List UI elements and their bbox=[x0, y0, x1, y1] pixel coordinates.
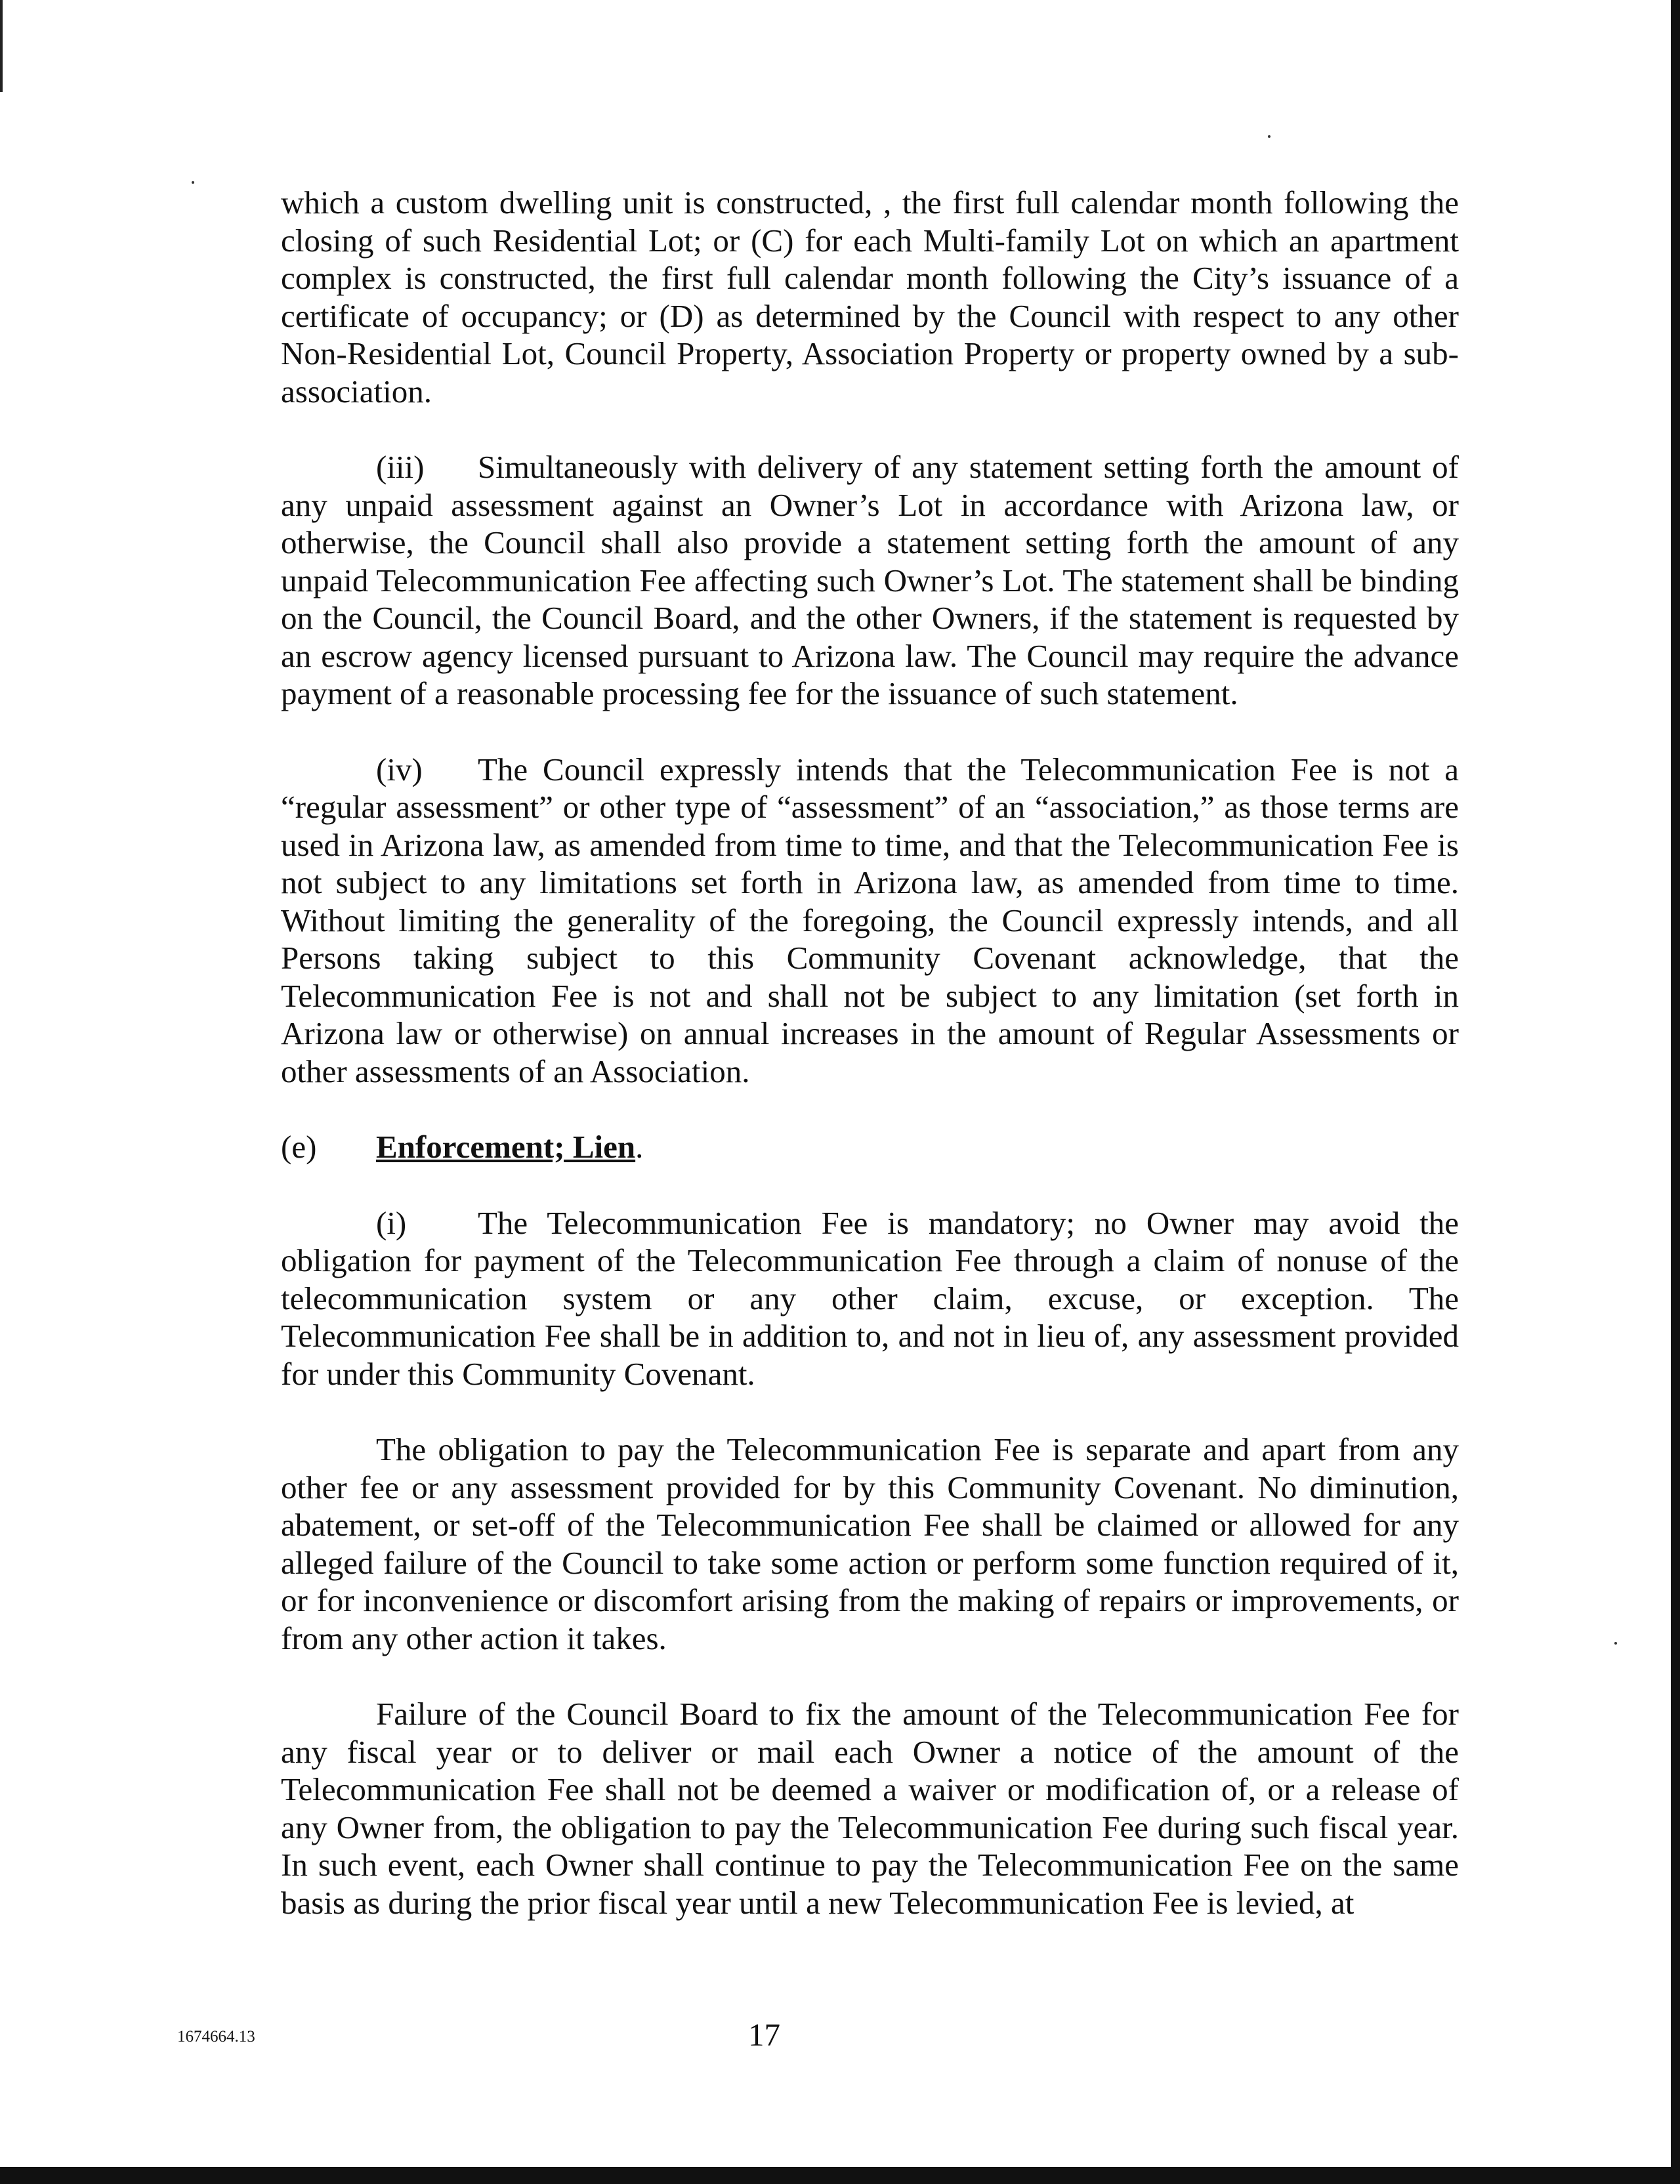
paragraph-continuation bbox=[281, 184, 1459, 410]
section-title-period: . bbox=[635, 1129, 644, 1165]
paragraph-obligation bbox=[281, 1431, 1459, 1657]
paragraph-failure bbox=[281, 1695, 1459, 1922]
paragraph-number: (i) bbox=[376, 1204, 407, 1241]
paragraph-text: Simultaneously with delivery of any statement setting forth the amount of any unpaid assessment against an Owner’s Lot in accordance with Arizona law, or otherwise, the Council shall also provide a statement setting forth the amount of any unpaid Telecommunication Fee affecting such Owner’s Lot. The statement shall be binding on the Council, the Council Board, and the other Owners, if the statement is requested by an escrow agency licensed pursuant to Arizona law. The Council may require the advance payment of a reasonable processing fee for the issuance of such statement. bbox=[281, 449, 1459, 711]
paragraph-text: which a custom dwelling unit is constructed, , the first full calendar month following the closing of such Residential Lot; or (C) for each Multi-family Lot on which an apartment complex is constructed, the first full calendar month following the City’s issuance of a certificate of occupancy; or (D) as determined by the Council with respect to any other Non-Residential Lot, Council Property, Association Property or property owned by a sub-association. bbox=[281, 184, 1459, 410]
paragraph-number: (iii) bbox=[376, 449, 425, 485]
section-number: (e) bbox=[281, 1129, 317, 1165]
paragraph-iv bbox=[281, 751, 1459, 1091]
page-number: 17 bbox=[748, 2017, 780, 2053]
scan-edge-bottom bbox=[0, 2167, 1680, 2184]
paragraph-i bbox=[281, 1204, 1459, 1393]
paragraph-number: (iv) bbox=[376, 751, 423, 788]
section-title: Enforcement; Lien bbox=[376, 1129, 636, 1165]
document-id: 1674664.13 bbox=[177, 2028, 255, 2046]
paragraph-iii bbox=[281, 448, 1459, 713]
scan-speck bbox=[192, 181, 194, 184]
paragraph-text: The Telecommunication Fee is mandatory; no Owner may avoid the obligation for payment of the Telecommunication Fee through a claim of nonuse of the telecommunication system or any other claim, excuse, or exception. The Telecommunication Fee shall be in addition to, and not in lieu of, any assessment provided for under this Community Covenant. bbox=[281, 1204, 1459, 1392]
document-body bbox=[281, 184, 1459, 1960]
scan-speck bbox=[1614, 1642, 1617, 1645]
scan-edge-left bbox=[0, 0, 3, 92]
scan-speck bbox=[1268, 135, 1270, 138]
paragraph-text: The obligation to pay the Telecommunication Fee is separate and apart from any other fee or any assessment provided for by this Community Covenant. No diminution, abatement, or set-off of the Telecommunication Fee shall be claimed or allowed for any alleged failure of the Council to take some action or perform some function required of it, or for inconvenience or discomfort arising from the making of repairs or improvements, or from any other action it takes. bbox=[281, 1431, 1459, 1656]
section-heading bbox=[281, 1128, 1459, 1166]
paragraph-text: The Council expressly intends that the Telecommunication Fee is not a “regular assessment” or other type of “assessment” of an “association,” as those terms are used in Arizona law, as amended from time to time, and that the Telecommunication Fee is not subject to any limitations set forth in Arizona law, as amended from time to time. Without limiting the generality of the foregoing, the Council expressly intends, and all Persons taking subject to this Community Covenant acknowledge, that the Telecommunication Fee is not and shall not be subject to any limitation (set forth in Arizona law or otherwise) on annual increases in the amount of Regular Assessments or other assessments of an Association. bbox=[281, 751, 1459, 1089]
paragraph-text: Failure of the Council Board to fix the amount of the Telecommunication Fee for any fiscal year or to deliver or mail each Owner a notice of the amount of the Telecommunication Fee shall not be deemed a waiver or modification of, or a release of any Owner from, the obligation to pay the Telecommunication Fee during such fiscal year. In such event, each Owner shall continue to pay the Telecommunication Fee on the same basis as during the prior fiscal year until a new Telecommunication Fee is levied, at bbox=[281, 1696, 1459, 1921]
scan-edge-right bbox=[1671, 0, 1680, 2184]
